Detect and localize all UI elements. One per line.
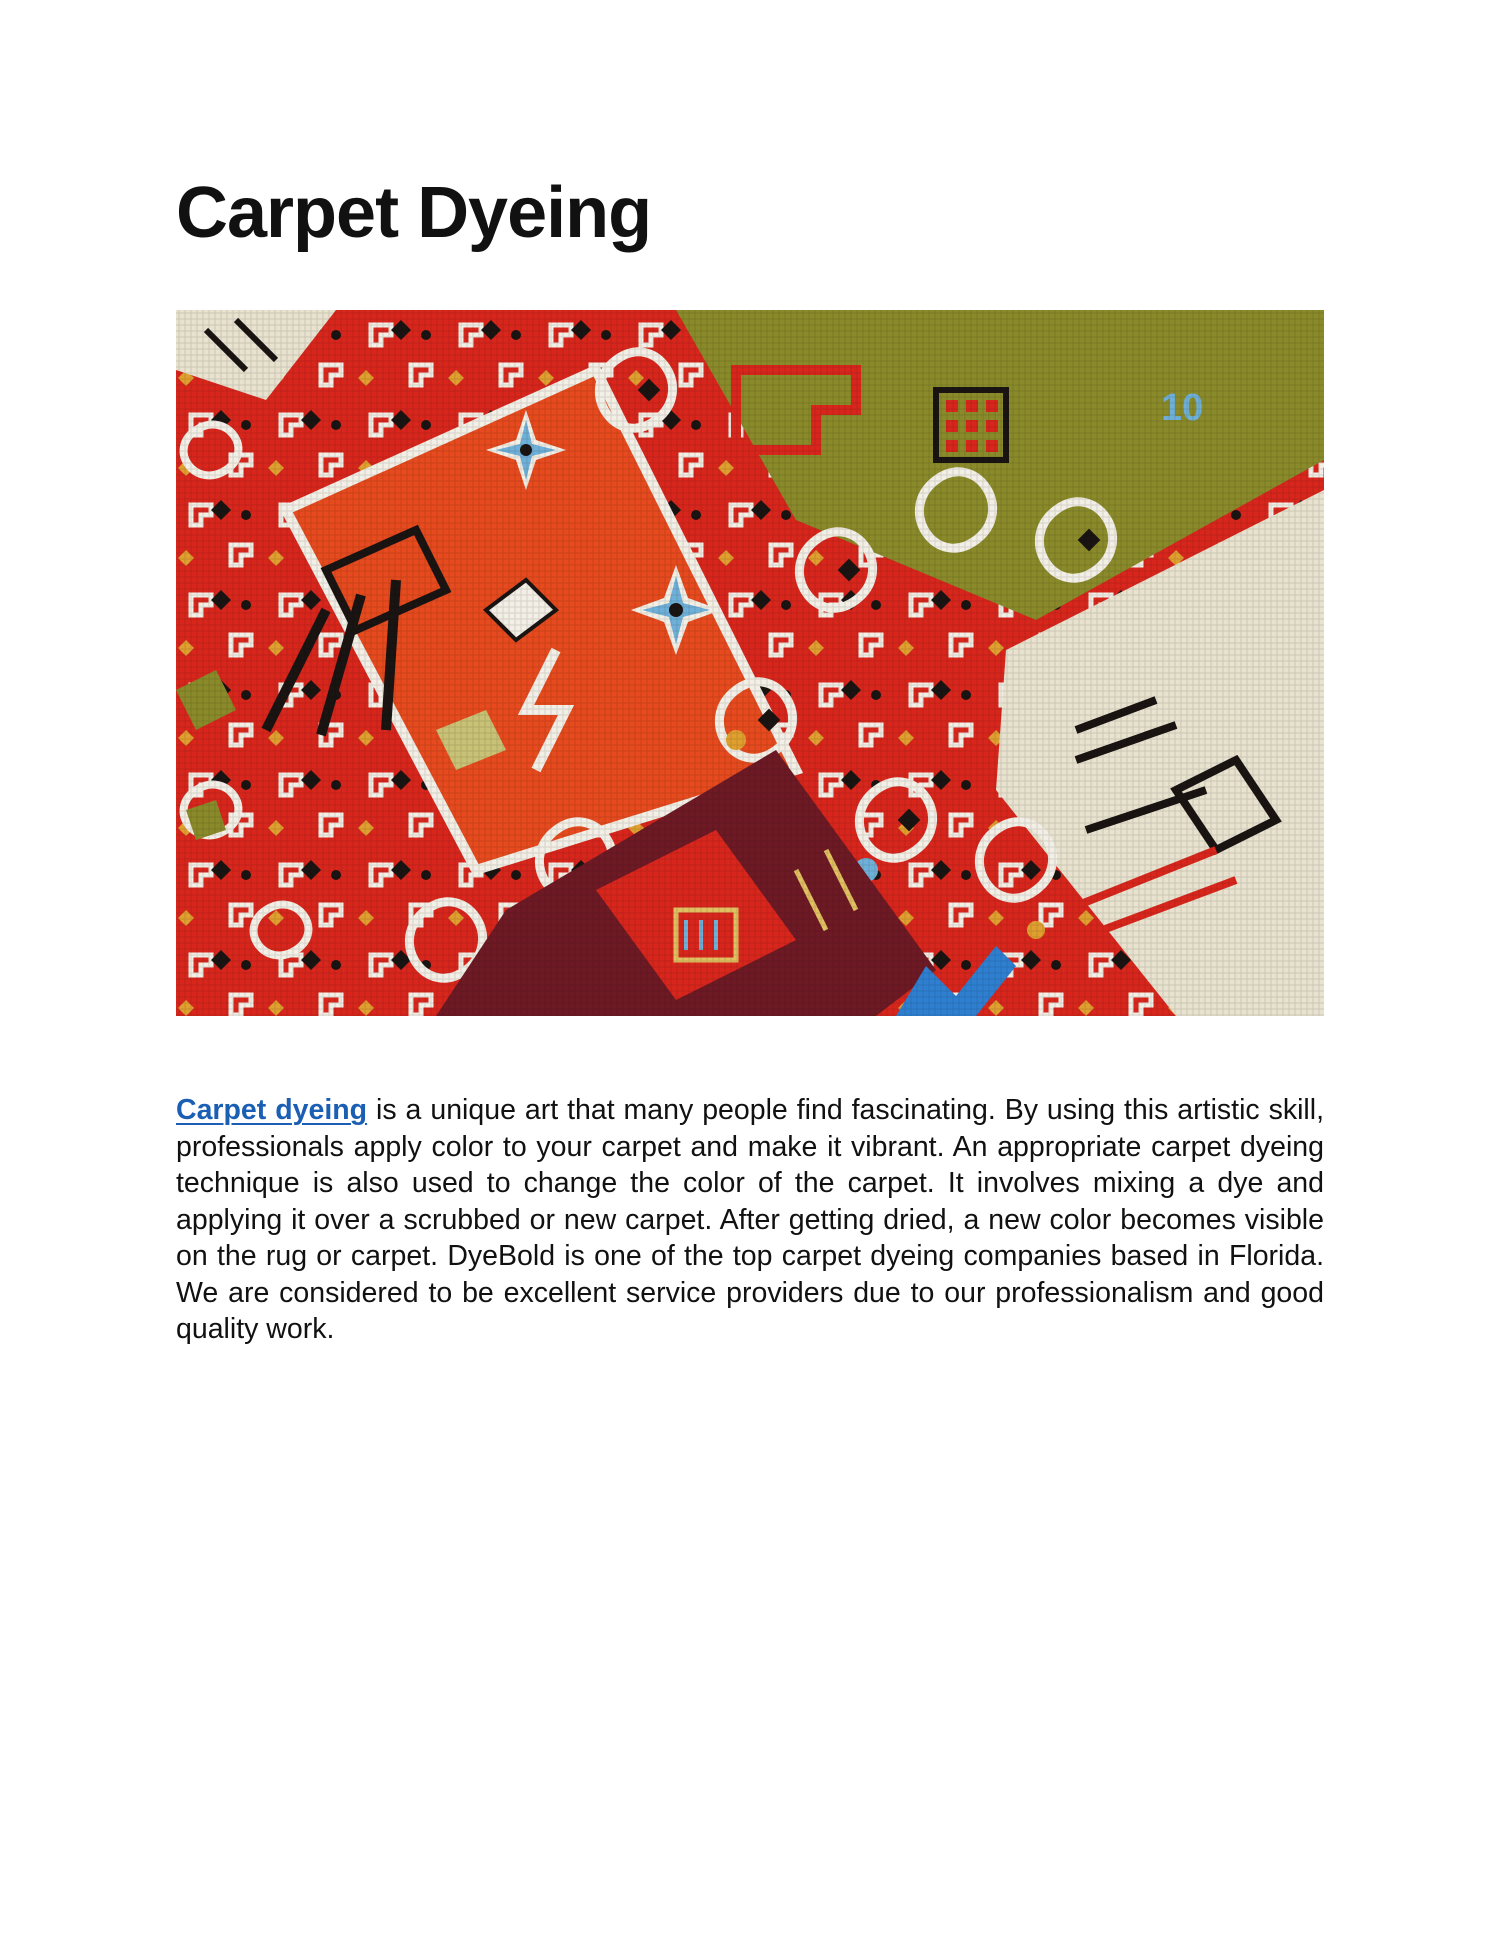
body-paragraph <box>176 1092 1324 1348</box>
page-title: Carpet Dyeing <box>176 173 652 253</box>
woven-kilim-carpet-image <box>176 310 1324 1016</box>
carpet-photo <box>176 310 1324 1016</box>
carpet-dyeing-link[interactable]: Carpet dyeing <box>176 1094 368 1126</box>
paragraph-text: is a unique art that many people find fascinating. By using this artistic skill, professionals apply color to your carpet and make it vibrant. An appropriate carpet dyeing technique is also used to change the color of the carpet. It involves mixing a dye and applying it over a scrubbed or new carpet. After getting dried, a new color becomes visible on the rug or carpet. DyeBold is one of the top carpet dyeing companies based in Florida. We are considered to be excellent service providers due to our professionalism and good quality work. <box>176 1094 1325 1345</box>
